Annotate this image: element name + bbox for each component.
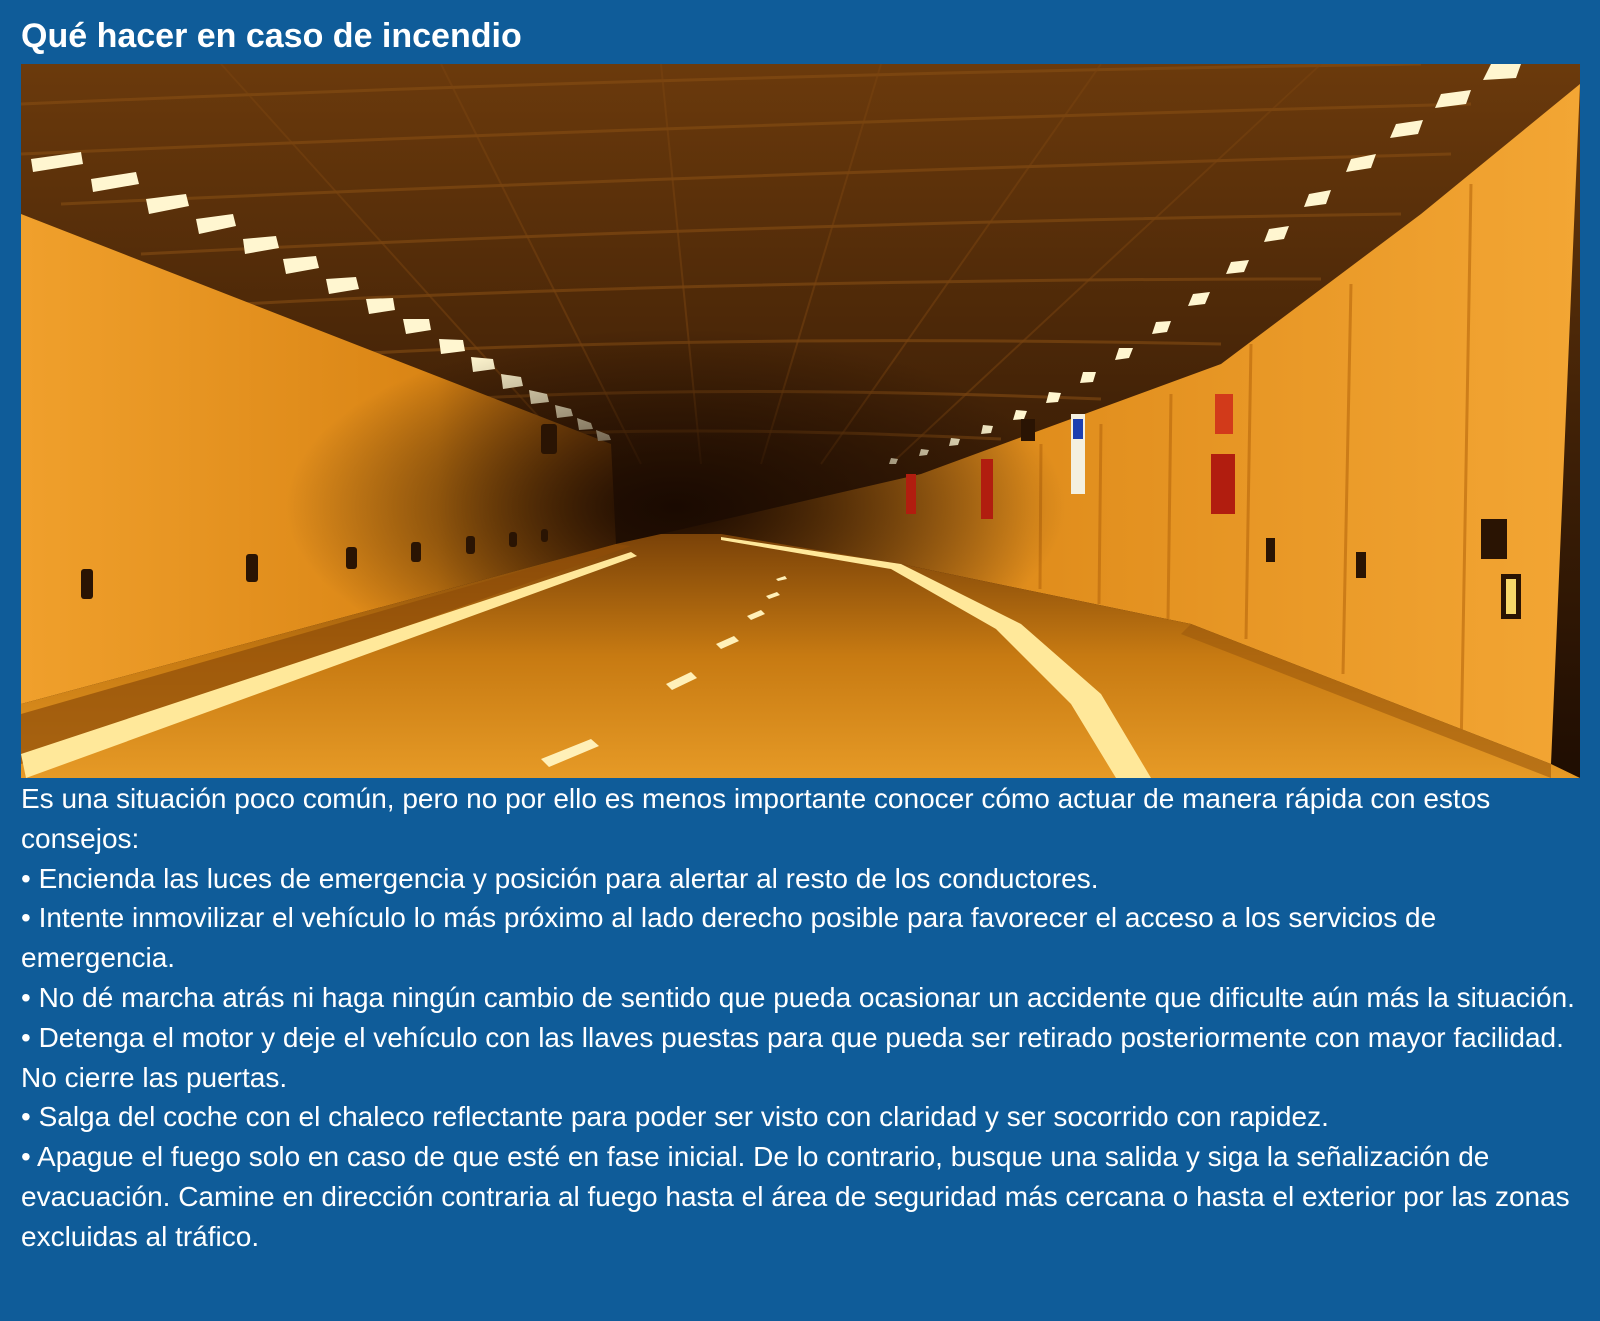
article-title: Qué hacer en caso de incendio — [21, 17, 522, 55]
intro-paragraph: Es una situación poco común, pero no por ello es menos importante conocer cómo actuar de manera rápida con estos consejos: — [21, 783, 1491, 854]
tip-reflective-vest: • Salga del coche con el chaleco reflectante para poder ser visto con claridad y ser socorrido con rapidez. — [21, 1101, 1329, 1133]
article-body — [21, 779, 1581, 1257]
tip-immobilize: • Intente inmovilizar el vehículo lo más próximo al lado derecho posible para favorecer el acceso a los servicios de emergencia. — [21, 902, 1437, 974]
tunnel-photo — [21, 64, 1580, 778]
tip-no-reverse: • No dé marcha atrás ni haga ningún cambio de sentido que pueda ocasionar un accidente que dificulte aún más la situación. — [21, 981, 1575, 1013]
tip-lights: • Encienda las luces de emergencia y posición para alertar al resto de los conductores. — [21, 862, 1099, 894]
tip-engine-off: • Detenga el motor y deje el vehículo con las llaves puestas para que pueda ser retirado posteriormente con mayor facilidad. No cierre las puertas. — [21, 1021, 1564, 1093]
tip-extinguish-or-evacuate: • Apague el fuego solo en caso de que esté en fase inicial. De lo contrario, busque una salida y siga la señalización de evacuación. Camine en dirección contraria al fuego hasta el área de seguridad más cercana o hasta el exterior por las zonas excluidas al tráfico. — [21, 1141, 1570, 1252]
